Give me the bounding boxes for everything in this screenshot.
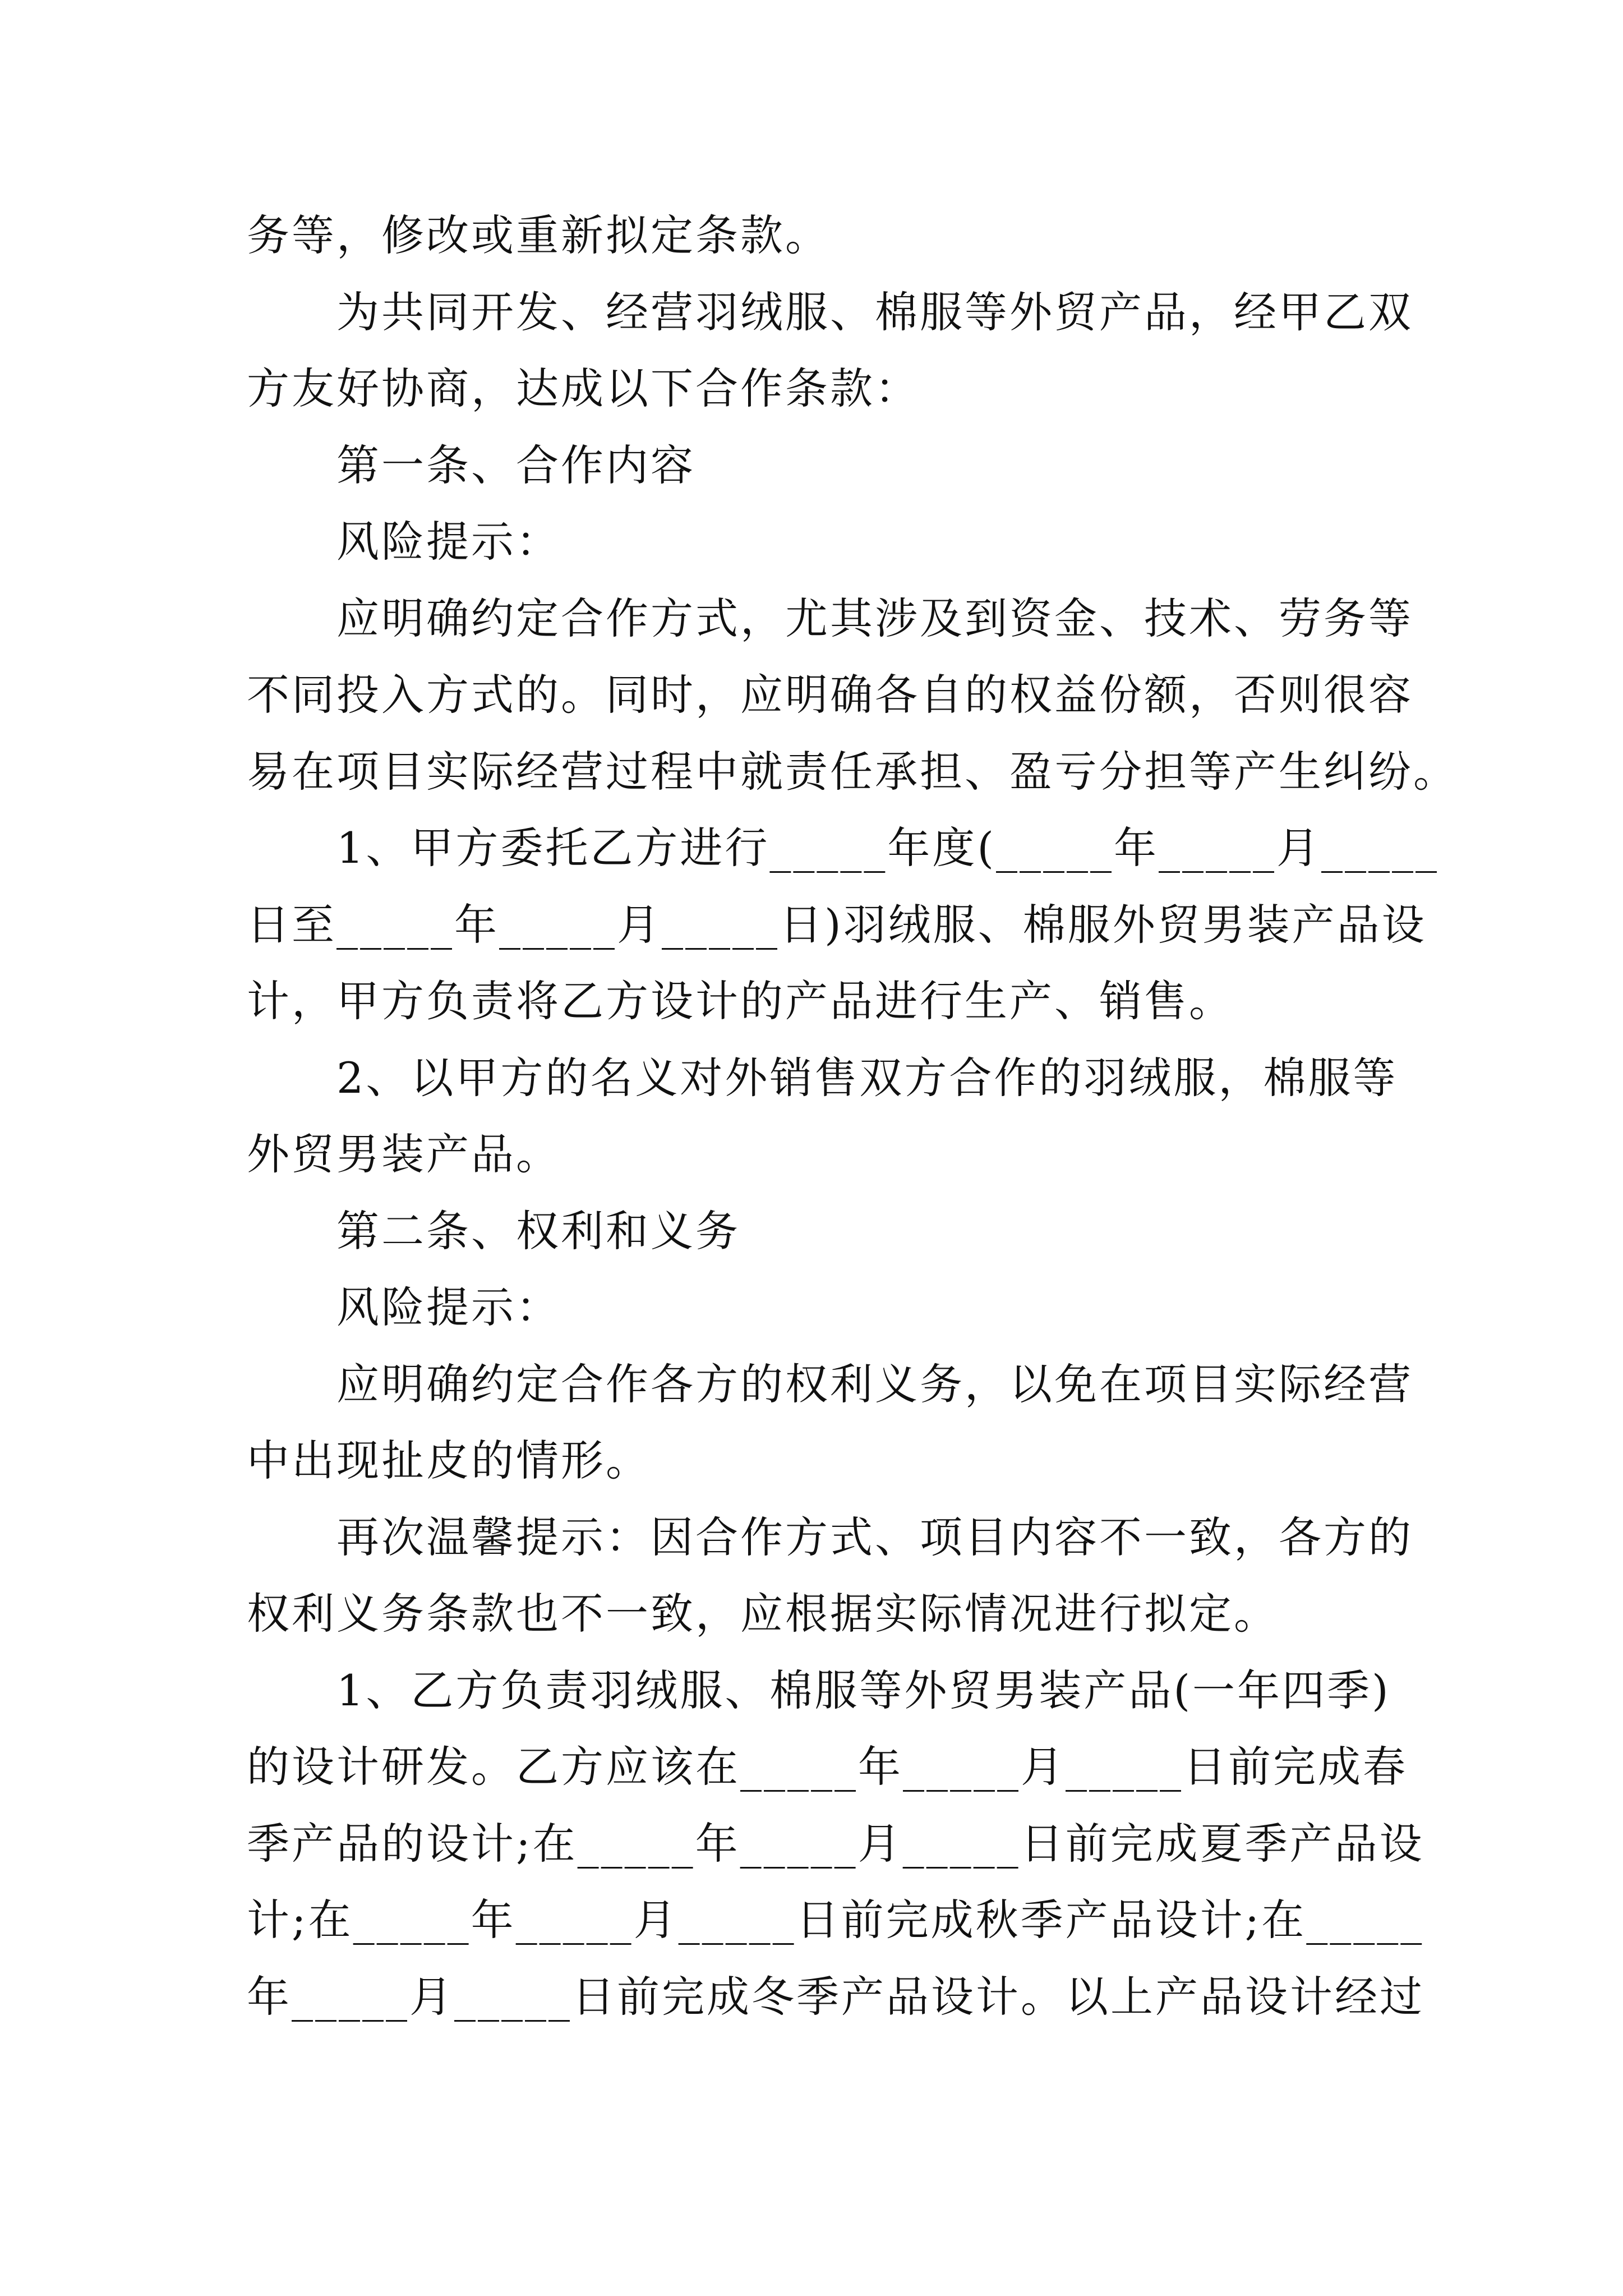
text-line: 权利义务条款也不一致，应根据实际情况进行拟定。 xyxy=(247,1589,1279,1639)
risk-label: 风险提示： xyxy=(336,517,561,567)
text-line: 应明确约定合作方式，尤其涉及到资金、技术、劳务等 xyxy=(336,593,1413,643)
text-line: 计;在_____年_____月_____日前完成秋季产品设计;在_____ xyxy=(247,1895,1424,1945)
text-line: 的设计研发。乙方应该在_____年_____月_____日前完成春 xyxy=(247,1742,1408,1792)
text-line: 应明确约定合作各方的权利义务，以免在项目实际经营 xyxy=(336,1359,1413,1409)
text-line: 2、以甲方的名义对外销售双方合作的羽绒服，棉服等 xyxy=(336,1052,1398,1103)
text-line: 方友好协商，达成以下合作条款： xyxy=(247,364,920,413)
text-line: 为共同开发、经营羽绒服、棉服等外贸产品，经甲乙双 xyxy=(336,287,1413,337)
risk-label: 风险提示： xyxy=(336,1282,561,1332)
text-line: 季产品的设计;在_____年_____月_____日前完成夏季产品设 xyxy=(247,1818,1424,1869)
text-line: 不同投入方式的。同时，应明确各自的权益份额，否则很容 xyxy=(247,670,1413,720)
text-line: 易在项目实际经营过程中就责任承担、盈亏分担等产生纠纷。 xyxy=(247,746,1458,797)
text-line: 再次温馨提示：因合作方式、项目内容不一致，各方的 xyxy=(336,1512,1413,1562)
document-body xyxy=(247,197,1458,2035)
section-heading: 第一条、合作内容 xyxy=(336,440,695,490)
text-line: 务等，修改或重新拟定条款。 xyxy=(247,210,830,260)
text-line: 计，甲方负责将乙方设计的产品进行生产、销售。 xyxy=(247,976,1234,1026)
text-line: 1、甲方委托乙方进行_____年度(_____年_____月_____ xyxy=(336,823,1440,873)
text-line: 1、乙方负责羽绒服、棉服等外贸男装产品(一年四季) xyxy=(336,1665,1391,1715)
text-line: 外贸男装产品。 xyxy=(247,1129,561,1179)
text-line: 中出现扯皮的情形。 xyxy=(247,1435,651,1485)
text-line: 年_____月_____日前完成冬季产品设计。以上产品设计经过 xyxy=(247,1971,1424,2022)
section-heading: 第二条、权利和义务 xyxy=(336,1205,740,1256)
text-line: 日至_____年_____月_____日)羽绒服、棉服外贸男装产品设 xyxy=(247,899,1427,950)
